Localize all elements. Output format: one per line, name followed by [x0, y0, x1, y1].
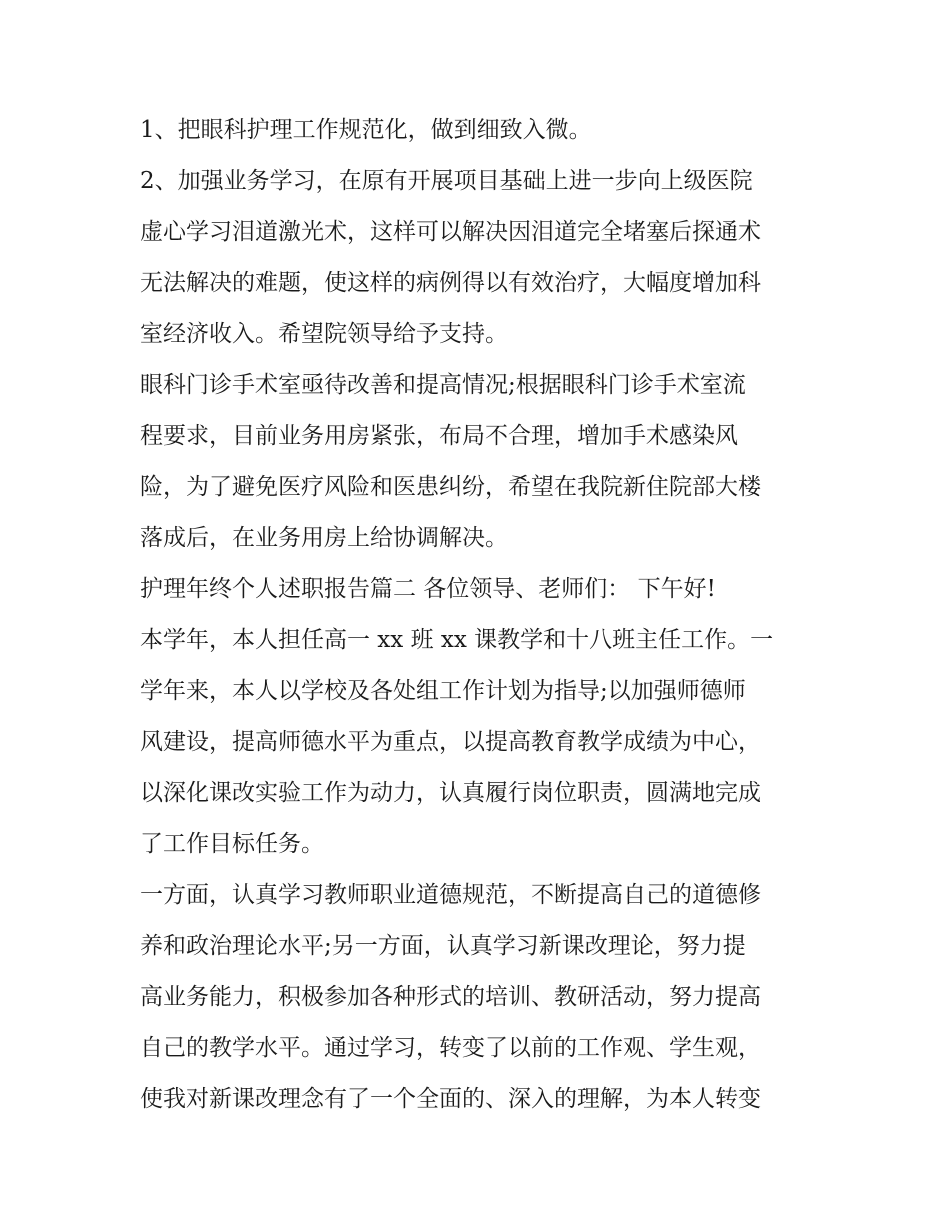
- text-line: 落成后，在业务用房上给协调解决。: [140, 525, 508, 551]
- document-body: [140, 108, 820, 1128]
- text-line: 自己的教学水平。通过学习，转变了以前的工作观、学生观，: [140, 1035, 761, 1061]
- text-line: 程要求，目前业务用房紧张，布局不合理，增加手术感染风: [140, 423, 738, 449]
- text-line: 本学年，本人担任高一 xx 班 xx 课教学和十八班主任工作。一: [140, 627, 774, 653]
- text-line: 养和政治理论水平;另一方面，认真学习新课改理论，努力提: [140, 933, 746, 959]
- text-line: 使我对新课改理念有了一个全面的、深入的理解，为本人转变: [140, 1086, 761, 1112]
- text-line: 室经济收入。希望院领导给予支持。: [140, 321, 508, 347]
- text-line: 眼科门诊手术室亟待改善和提高情况;根据眼科门诊手术室流: [140, 372, 746, 398]
- text-line: 虚心学习泪道激光术，这样可以解决因泪道完全堵塞后探通术: [140, 219, 761, 245]
- text-line: 一方面，认真学习教师职业道德规范，不断提高自己的道德修: [140, 882, 761, 908]
- text-line: 1、把眼科护理工作规范化，做到细致入微。: [140, 117, 592, 143]
- text-line: 无法解决的难题，使这样的病例得以有效治疗，大幅度增加科: [140, 270, 761, 296]
- text-line: 学年来，本人以学校及各处组工作计划为指导;以加强师德师: [140, 678, 746, 704]
- text-line: 以深化课改实验工作为动力，认真履行岗位职责，圆满地完成: [140, 780, 761, 806]
- text-line: 险，为了避免医疗风险和医患纠纷，希望在我院新住院部大楼: [140, 474, 761, 500]
- text-line: 风建设，提高师德水平为重点，以提高教育教学成绩为中心，: [140, 729, 761, 755]
- section-heading-line: 护理年终个人述职报告篇二 各位领导、老师们： 下午好!: [140, 576, 716, 602]
- text-line: 高业务能力，积极参加各种形式的培训、教研活动，努力提高: [140, 984, 761, 1010]
- text-line: 了工作目标任务。: [140, 831, 324, 857]
- text-line: 2、加强业务学习，在原有开展项目基础上进一步向上级医院: [140, 168, 753, 194]
